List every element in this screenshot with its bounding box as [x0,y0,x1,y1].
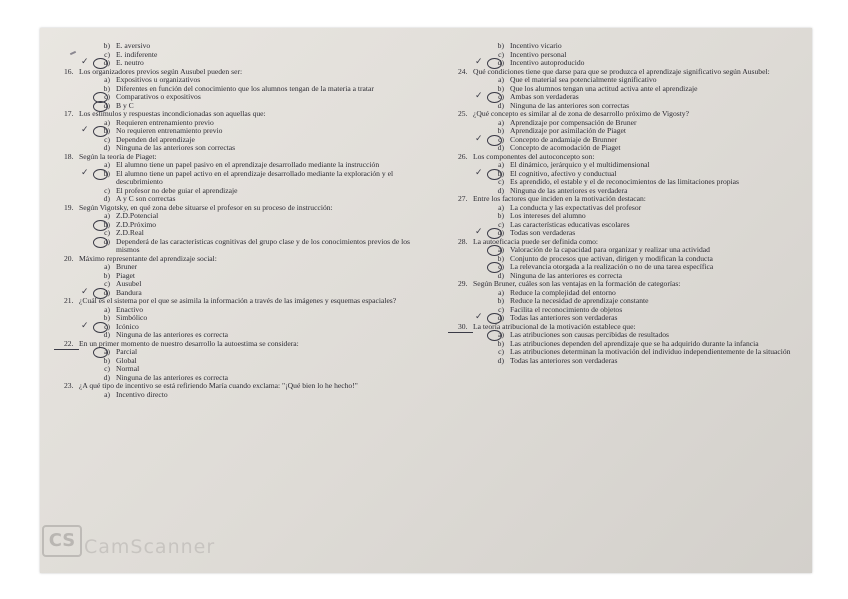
question-text: Los componentes del autoconcepto son: [473,151,595,161]
question-block [64,297,430,340]
option-letter: a) [498,202,504,212]
option-letter: a) [104,75,110,84]
option-letter: c) [104,279,110,288]
option-letter: c) [498,49,504,59]
answer-option [458,272,812,281]
question-number: 21. [64,296,74,305]
question-text: Máximo representante del aprendizaje social: [79,253,217,263]
selected-option-letter: ✓ d) [92,59,116,68]
answer-option [64,59,430,68]
selected-option-letter: c) [92,93,116,102]
option-text: Z.D.Potencial [116,211,159,220]
question-number: 25. [458,109,468,118]
option-letter: a) [498,117,504,127]
option-text: Incentivo personal [510,49,567,59]
question-text: Los organizadores previos según Ausubel pueden ser: [79,66,243,76]
option-text: Que los alumnos tengan una actitud activa ante el aprendizaje [510,83,698,93]
option-text: El alumno tiene un papel activo en el aprendizaje desarrollado mediante la exploración y el descubrimiento [116,168,394,186]
scanned-page-photo [40,28,812,573]
answer-option [458,187,812,196]
option-letter: a) [104,262,110,271]
option-text: Simbólico [116,313,148,322]
option-text: Dependerá de las características cognitivas del grupo clase y de los conocimientos previos de los mismos [116,236,410,254]
option-text: Requieren entrenamiento previo [116,117,214,127]
question-number: 27. [458,194,468,203]
question-block [458,195,812,238]
option-letter: c) [104,134,110,144]
answer-option [458,59,812,68]
question-block [458,238,812,281]
question-number: 29. [458,279,468,288]
option-text: Los intereses del alumno [510,211,586,220]
question-block [64,42,430,68]
question-text: Según Bruner, cuáles son las ventajas en la formación de categorías: [473,279,681,288]
option-letter: a) [498,160,504,169]
option-text: Parcial [116,347,138,356]
question-number: 18. [64,151,74,161]
question-number: 17. [64,109,74,118]
question-number: 26. [458,151,468,161]
option-text: La relevancia otorgada a la realización o no de una tarea específica [510,262,714,271]
answer-option [64,102,430,111]
option-text: Incentivo vicario [510,41,562,50]
option-letter: c) [498,177,504,186]
selected-option-letter: ✓ d) [486,314,510,323]
option-letter: c) [498,304,504,314]
option-letter: d) [103,330,110,339]
selected-option-letter: ✓ b) [486,170,510,179]
camscanner-watermark: CamScanner [84,536,216,558]
option-letter: d) [103,372,110,382]
option-letter: a) [498,287,504,297]
option-text: A y C son correctas [116,194,176,203]
option-letter: b) [497,296,504,305]
option-text: Conjunto de procesos que activan, dirigen y modifican la conducta [510,253,713,263]
option-letter: c) [104,49,110,59]
option-text: Que el material sea potencialmente significativo [510,75,657,84]
option-text: No requieren entrenamiento previo [116,126,223,135]
option-text: Z.D.Real [116,228,144,237]
option-text: Piaget [116,270,135,280]
option-letter: b) [497,126,504,135]
question-text: ¿A qué tipo de incentivo se está refiriendo María cuando exclama: "¡Qué bien lo he hecho!" [79,381,358,390]
question-text: Según Vigotsky, en qué zona debe situarse el profesor en su proceso de instrucción: [79,202,333,212]
option-letter: b) [103,83,110,93]
question-text: ¿Cuál es el sistema por el que se asimila la información a través de las imágenes y esquemas espaciales? [79,296,397,305]
option-text: Comparativos o expositivos [116,92,201,101]
option-text: Concepto de acomodación de Piaget [510,143,621,152]
option-text: Ninguna de las anteriores es correcta [510,270,622,280]
option-letter: a) [104,304,110,314]
option-text: Las atribuciones son causas percibidas de resultados [510,330,669,339]
question-number: 30. [458,323,473,332]
option-letter: a) [104,160,110,169]
option-text: Reduce la necesidad de aprendizaje constante [510,296,649,305]
selected-option-letter: c) [486,263,510,272]
option-letter: a) [104,389,110,399]
selected-option-letter: d) [92,238,116,255]
question-block [458,153,812,196]
option-text: Todas las anteriores son verdaderas [510,313,618,322]
option-text: El cognitivo, afectivo y conductual [510,168,617,178]
selected-option-letter: ✓ d) [486,229,510,238]
option-letter: d) [497,270,504,280]
option-text: Bruner [116,262,138,271]
selected-option-letter: ✓ d) [92,289,116,298]
option-text: Todas las anteriores son verdaderas [510,355,618,365]
option-text: Global [116,355,137,365]
option-text: E. aversivo [116,41,151,50]
selected-option-letter: a) [486,246,510,255]
option-text: Valoración de la capacidad para organizar y realizar una actividad [510,245,710,254]
question-text: Entre los factores que inciden en la motivación destacan: [473,194,646,203]
question-text: La autoeficacia puede ser definida como: [473,236,599,246]
question-number: 22. [64,340,79,349]
option-letter: c) [104,364,110,373]
right-column [458,42,812,573]
question-text: Según la teoría de Piaget: [79,151,157,161]
answer-option [458,314,812,323]
option-text: El dinámico, jerárquico y el multidimensional [510,160,650,169]
option-letter: c) [498,347,504,356]
option-text: E. indiferente [116,49,158,59]
option-letter: d) [497,355,504,365]
question-block [458,68,812,111]
option-text: Incentivo directo [116,389,168,399]
option-letter: b) [497,41,504,50]
question-block [458,110,812,153]
option-text: Ausubel [116,279,142,288]
option-letter: b) [497,253,504,263]
left-column [64,42,430,573]
question-number: 23. [64,381,74,390]
option-letter: d) [497,100,504,110]
camscanner-logo-icon: CS [42,525,82,557]
option-text: Ninguna de las anteriores son correctas [510,100,630,110]
answer-option [64,170,430,187]
question-text: Qué condiciones tiene que darse para que se produzca el aprendizaje significativo según Ausubel: [473,66,770,76]
question-number: 19. [64,202,74,212]
question-text: ¿Qué concepto es similar al de zona de desarrollo próximo de Vigosty? [473,109,689,118]
selected-option-letter: b) [92,221,116,230]
option-letter: b) [497,211,504,220]
option-text: Ambas son verdaderas [510,92,579,101]
option-text: Reduce la complejidad del entorno [510,287,616,297]
option-text: Incentivo autoproducido [510,58,585,67]
option-letter: d) [497,185,504,195]
option-text: El profesor no debe guiar el aprendizaje [116,185,238,195]
question-block [458,42,812,68]
selected-option-letter: ✓ b) [92,170,116,187]
option-text: Enactivo [116,304,143,314]
option-text: Ninguna de las anteriores es correcta [116,372,228,382]
option-text: Icónico [116,321,139,331]
answer-option [458,357,812,366]
option-letter: b) [103,355,110,365]
option-text: E. neutro [116,58,144,67]
question-block [64,204,430,255]
answer-option [64,289,430,298]
question-block [458,280,812,323]
option-text: El alumno tiene un papel pasivo en el aprendizaje desarrollado mediante la instrucción [116,160,380,169]
selected-option-letter: d) [92,102,116,111]
question-block [64,340,430,383]
question-block [64,110,430,153]
answer-option [458,229,812,238]
option-text: Bandura [116,287,142,297]
option-letter: c) [104,228,110,237]
question-number: 16. [64,66,74,76]
option-letter: b) [497,83,504,93]
answer-option [458,102,812,111]
option-text: La conducta y las expectativas del profesor [510,202,642,212]
option-text: Dependen del aprendizaje [116,134,195,144]
option-text: Las atribuciones dependen del aprendizaje que se ha adquirido durante la infancia [510,338,759,348]
answer-option [458,144,812,153]
option-letter: d) [497,143,504,152]
option-letter: c) [104,185,110,195]
question-block [64,153,430,204]
option-letter: a) [498,75,504,84]
option-letter: d) [103,194,110,203]
question-block [64,68,430,111]
option-letter: b) [103,270,110,280]
answer-option [64,374,430,383]
option-text: Las atribuciones determinan la motivación del individuo independientemente de la situación [510,347,791,356]
option-text: Es aprendido, el estable y el de reconocimientos de las limitaciones propias [510,177,740,186]
question-number: 24. [458,66,468,76]
selected-option-letter: a) [92,348,116,357]
option-text: Aprendizaje por compensación de Bruner [510,117,637,127]
question-text: La teoría atribucional de la motivación establece que: [473,321,636,331]
option-text: Concepto de andamiaje de Brunner [510,134,618,144]
question-text: En un primer momento de nuestro desarrollo la autoestima se considera: [79,338,299,348]
option-letter: a) [104,117,110,127]
option-text: B y C [116,100,134,110]
question-block [64,255,430,298]
option-text: Expositivos u organizativos [116,75,201,84]
question-number: 28. [458,236,468,246]
option-text: Ninguna de las anteriores es correcta [116,330,228,339]
selected-option-letter: ✓ c) [486,136,510,145]
question-block [64,382,430,399]
option-letter: d) [103,143,110,152]
answer-option [64,331,430,340]
option-letter: b) [103,313,110,322]
option-text: Ninguna de las anteriores es verdadera [510,185,628,195]
option-text: Z.D.Próximo [116,219,157,229]
option-text: Las características educativas escolares [510,219,630,229]
answer-option [64,238,430,255]
option-letter: a) [104,211,110,220]
question-text: Los estímulos y respuestas incondicionadas son aquellas que: [79,109,266,118]
option-letter: c) [498,219,504,229]
selected-option-letter: ✓ d) [486,59,510,68]
option-text: Aprendizaje por asimilación de Piaget [510,126,626,135]
selected-option-letter: ✓ c) [486,93,510,102]
selected-option-letter: a) [486,331,510,340]
option-text: Ninguna de las anteriores son correctas [116,143,236,152]
option-text: Diferentes en función del conocimiento que los alumnos tengan de la materia a tratar [116,83,374,93]
selected-option-letter: ✓ c) [92,323,116,332]
question-block [458,323,812,366]
selected-option-letter: ✓ b) [92,127,116,136]
option-letter: b) [103,41,110,50]
option-text: Facilita el reconocimiento de objetos [510,304,623,314]
question-number: 20. [64,253,74,263]
option-text: Normal [116,364,140,373]
answer-option [64,391,430,400]
option-letter: b) [497,338,504,348]
option-text: Todas son verdaderas [510,228,576,237]
answer-option [64,195,430,204]
answer-option [64,144,430,153]
